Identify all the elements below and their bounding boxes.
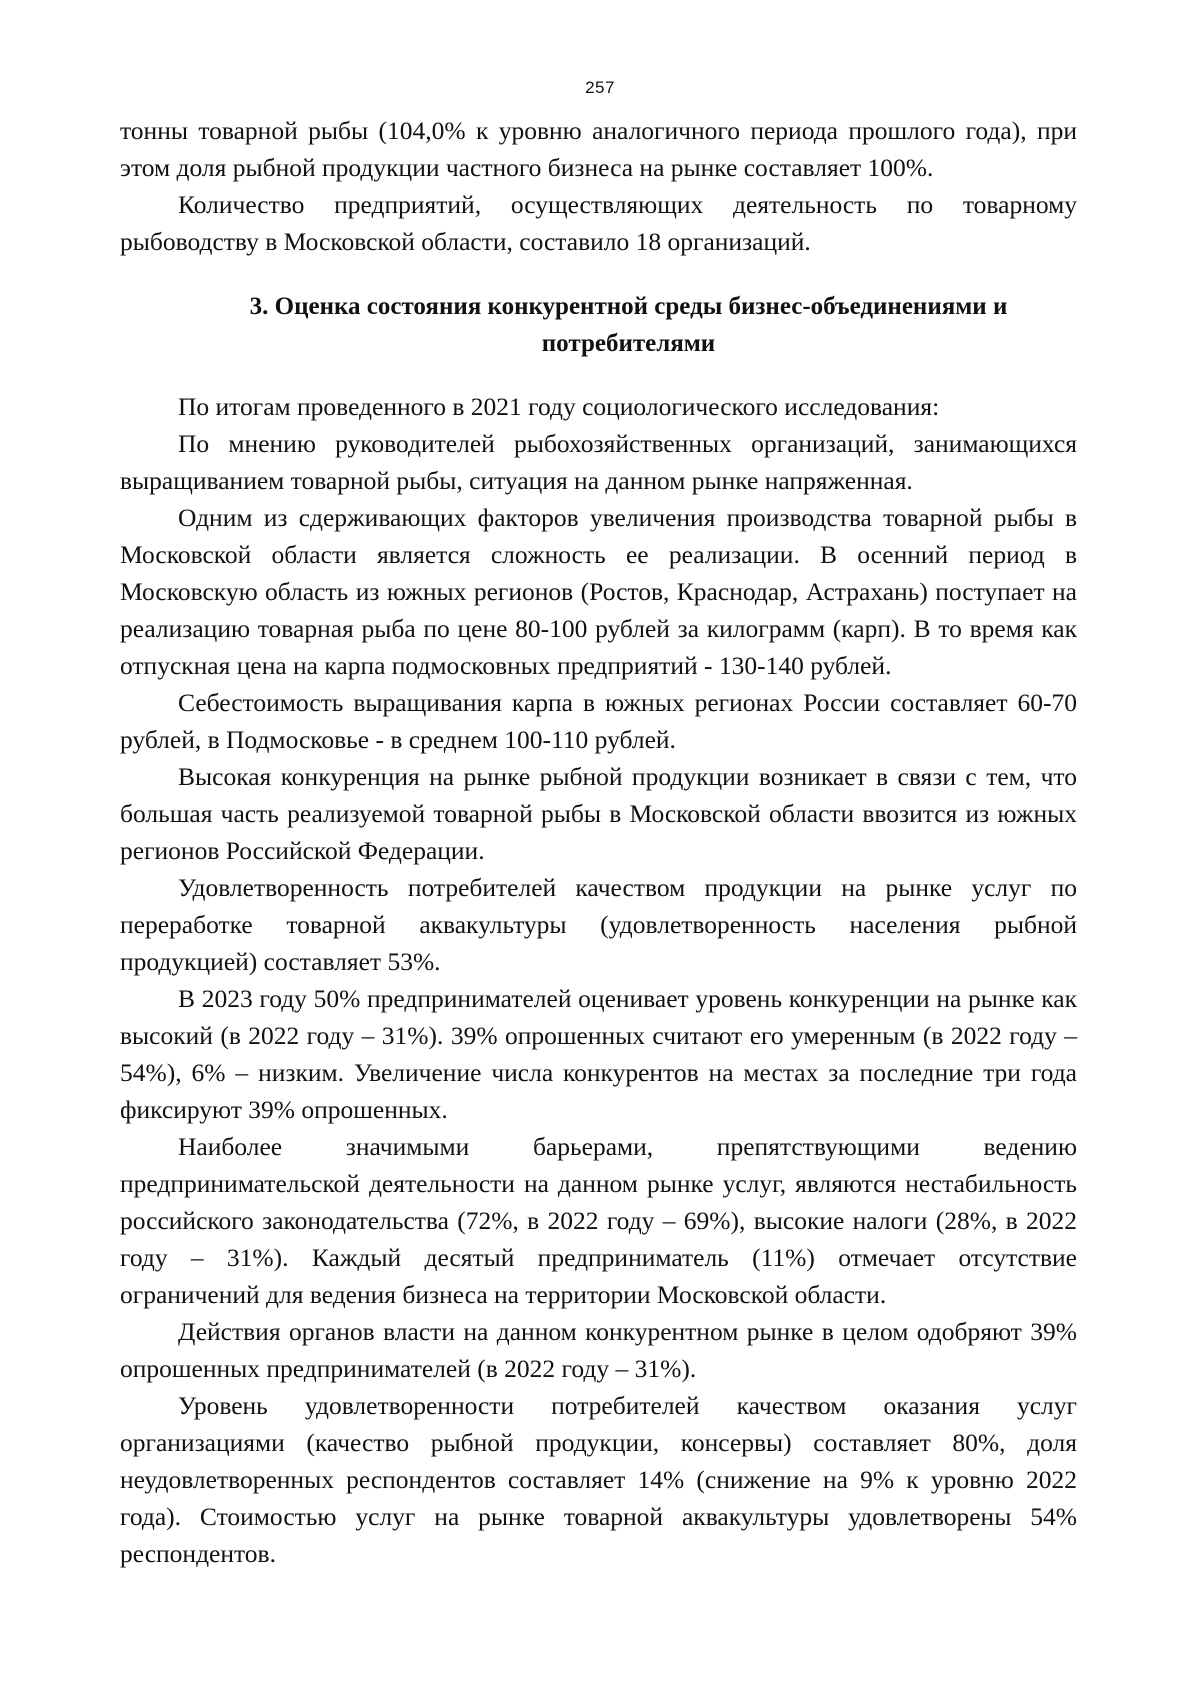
section-heading [120,288,1077,362]
paragraph-managers-opinion: По мнению руководителей рыбохозяйственных организаций, занимающихся выращиванием товарной рыбы, ситуация на данном рынке напряженная. [120,429,1077,495]
paragraph-enterprises-count: Количество предприятий, осуществляющих деятельность по товарному рыбоводству в Московской области, составило 18 организаций. [120,190,1077,256]
paragraph-consumer-satisfaction: Удовлетворенность потребителей качеством продукции на рынке услуг по переработке товарной аквакультуры (удовлетворенность населения рыбной продукцией) составляет 53%. [120,873,1077,976]
paragraph-competition-level-2023: В 2023 году 50% предпринимателей оценивает уровень конкуренции на рынке как высокий (в 2022 году – 31%). 39% опрошенных считают его умеренным (в 2022 году – 54%), 6% – низким. Увеличение числа конкурентов на местах за последние три года фиксируют 39% опрошенных. [120,984,1077,1124]
paragraph-barriers: Наиболее значимыми барьерами, препятствующими ведению предпринимательской деятельности на данном рынке услуг, являются нестабильность российского законодательства (72%, в 2022 году – 69%), высокие налоги (28%, в 2022 году – 31%). Каждый десятый предприниматель (11%) отмечает отсутствие ограничений для ведения бизнеса на территории Московской области. [120,1132,1077,1309]
paragraph-restraining-factors: Одним из сдерживающих факторов увеличения производства товарной рыбы в Московской области является сложность ее реализации. В осенний период в Московскую область из южных регионов (Ростов, Краснодар, Астрахань) поступает на реализацию товарная рыба по цене 80-100 рублей за килограмм (карп). В то время как отпускная цена на карпа подмосковных предприятий - 130-140 рублей. [120,503,1077,680]
paragraph-survey-intro: По итогам проведенного в 2021 году социологического исследования: [178,392,940,421]
paragraph-high-competition: Высокая конкуренция на рынке рыбной продукции возникает в связи с тем, что большая часть реализуемой товарной рыбы в Московской области ввозится из южных регионов Российской Федерации. [120,762,1077,865]
paragraph-authorities-approval: Действия органов власти на данном конкурентном рынке в целом одобряют 39% опрошенных предпринимателей (в 2022 году – 31%). [120,1317,1077,1383]
body-text [120,112,1077,1572]
page-number: 257 [585,78,615,97]
paragraph-service-satisfaction: Уровень удовлетворенности потребителей качеством оказания услуг организациями (качество рыбной продукции, консервы) составляет 80%, доля неудовлетворенных респондентов составляет 14% (снижение на 9% к уровню 2022 года). Стоимостью услуг на рынке товарной аквакультуры удовлетворены 54% респондентов. [120,1391,1077,1568]
section-heading-line-2: потребителями [541,330,716,357]
paragraph-cost-price: Себестоимость выращивания карпа в южных регионах России составляет 60-70 рублей, в Подмосковье - в среднем 100-110 рублей. [120,688,1077,754]
section-heading-line-1: 3. Оценка состояния конкурентной среды бизнес-объединениями и [249,293,1008,320]
paragraph-continuation: тонны товарной рыбы (104,0% к уровню аналогичного периода прошлого года), при этом доля рыбной продукции частного бизнеса на рынке составляет 100%. [120,116,1077,182]
